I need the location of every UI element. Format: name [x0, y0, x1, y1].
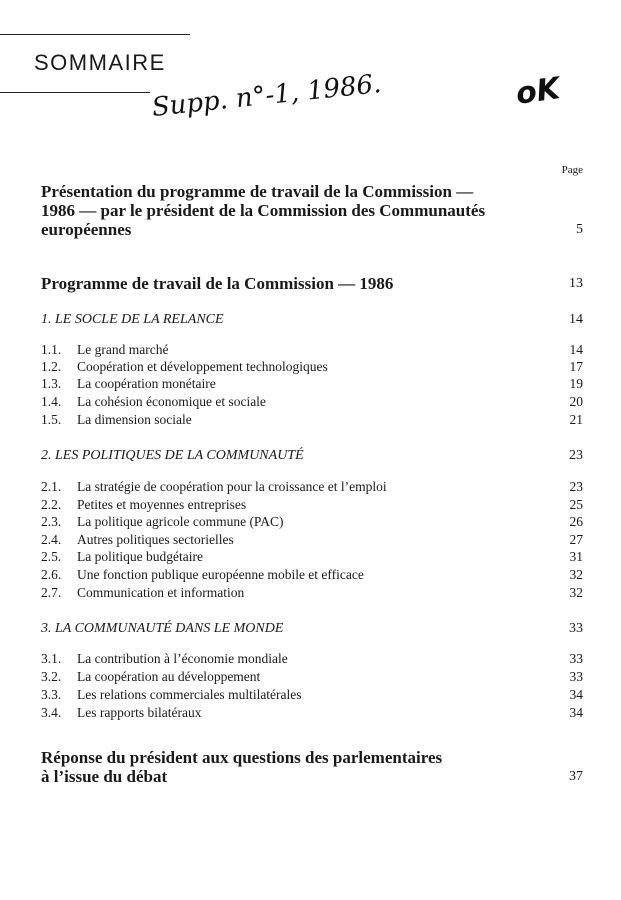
toc-item-page: 27	[569, 532, 583, 547]
top-rule	[0, 34, 190, 35]
toc-entry-title-line2: à l’issue du débat	[41, 767, 168, 786]
toc-section-title: 1. LE SOCLE DE LA RELANCE	[41, 312, 224, 327]
toc-item-code: 3.4.	[41, 705, 62, 720]
toc-entry-closing	[41, 748, 583, 786]
toc-item-title: Petites et moyennes entreprises	[77, 497, 247, 512]
toc-entry-page: 37	[569, 769, 583, 784]
toc-item-title: Coopération et développement technologiques	[77, 359, 328, 374]
toc-item-code: 1.2.	[41, 359, 62, 374]
toc-item-code: 2.5.	[41, 549, 62, 564]
toc-item	[41, 669, 583, 685]
toc-item-code: 2.3.	[41, 514, 62, 529]
toc-item-page: 26	[569, 514, 583, 529]
toc-entry-page: 13	[569, 276, 583, 291]
toc-item-page: 23	[569, 479, 583, 494]
toc-item-page: 19	[569, 376, 583, 391]
toc-item-code: 1.4.	[41, 394, 62, 409]
page-column-label: Page	[561, 164, 583, 176]
toc-item-page: 34	[569, 705, 583, 720]
toc-item-page: 14	[569, 342, 583, 357]
toc-entry-intro	[41, 182, 583, 239]
toc-entry-title: Programme de travail de la Commission — 1986	[41, 274, 394, 293]
toc-item-title: La dimension sociale	[77, 412, 192, 427]
toc-item	[41, 342, 583, 358]
toc-section-title: 2. LES POLITIQUES DE LA COMMUNAUTÉ	[41, 448, 304, 463]
toc-item	[41, 359, 583, 375]
toc-section-page: 33	[569, 621, 583, 636]
toc-item	[41, 394, 583, 410]
toc-item-title: La coopération au développement	[77, 669, 261, 684]
toc-item	[41, 687, 583, 703]
toc-item-page: 17	[569, 359, 583, 374]
toc-item-code: 2.4.	[41, 532, 62, 547]
toc-item-code: 1.3.	[41, 376, 62, 391]
toc-item-title: Autres politiques sectorielles	[77, 532, 234, 547]
toc-item-code: 1.5.	[41, 412, 62, 427]
toc-section-page: 14	[569, 312, 583, 327]
handwritten-note: Supp. n°-1, 1986.	[150, 68, 383, 123]
toc-item-page: 31	[569, 549, 583, 564]
toc-item	[41, 412, 583, 428]
toc-item-title: La politique budgétaire	[77, 549, 203, 564]
toc-entry-page: 5	[576, 222, 583, 237]
toc-item	[41, 651, 583, 667]
toc-section-title: 3. LA COMMUNAUTÉ DANS LE MONDE	[41, 621, 284, 636]
toc-item-code: 2.6.	[41, 567, 62, 582]
toc-item	[41, 705, 583, 721]
toc-item-title: Communication et information	[77, 585, 245, 600]
toc-item-page: 33	[569, 651, 583, 666]
toc-entry-title	[41, 748, 442, 786]
toc-item-page: 33	[569, 669, 583, 684]
toc-item	[41, 585, 583, 601]
toc-item-page: 34	[569, 687, 583, 702]
toc-entry-programme	[41, 274, 583, 293]
toc-item	[41, 514, 583, 530]
toc-item-title: La stratégie de coopération pour la croissance et l’emploi	[77, 479, 387, 494]
toc-item-title: Les rapports bilatéraux	[77, 705, 202, 720]
toc-item-title: La politique agricole commune (PAC)	[77, 514, 284, 529]
toc-item-code: 2.2.	[41, 497, 62, 512]
toc-item-title: Les relations commerciales multilatérales	[77, 687, 302, 702]
toc-item	[41, 376, 583, 392]
page-title: SOMMAIRE	[34, 50, 166, 75]
toc-item-title: La coopération monétaire	[77, 376, 216, 391]
toc-section-1	[41, 312, 583, 328]
toc-item	[41, 549, 583, 565]
toc-item-title: Le grand marché	[77, 342, 169, 357]
toc-item-page: 20	[569, 394, 583, 409]
toc-item-code: 2.7.	[41, 585, 62, 600]
toc-item-title: La contribution à l’économie mondiale	[77, 651, 288, 666]
toc-item-page: 32	[569, 567, 583, 582]
toc-item-page: 32	[569, 585, 583, 600]
toc-item-code: 3.1.	[41, 651, 62, 666]
toc-item-code: 1.1.	[41, 342, 62, 357]
title-rule	[0, 92, 150, 93]
toc-entry-title: Présentation du programme de travail de la Commission — 1986 — par le président de la Commission des Communautés européennes	[41, 182, 486, 239]
toc-item-code: 3.3.	[41, 687, 62, 702]
toc-item-code: 2.1.	[41, 479, 62, 494]
toc-item-page: 21	[569, 412, 583, 427]
toc-item-title: Une fonction publique européenne mobile et efficace	[77, 567, 364, 582]
toc-item-title: La cohésion économique et sociale	[77, 394, 266, 409]
toc-entry-title-line1: Réponse du président aux questions des parlementaires	[41, 748, 443, 767]
toc-item-page: 25	[569, 497, 583, 512]
toc-section-3	[41, 621, 583, 637]
handwritten-ok-mark: oK	[513, 71, 563, 112]
toc-item-code: 3.2.	[41, 669, 62, 684]
toc-item	[41, 532, 583, 548]
toc-section-2	[41, 448, 583, 464]
toc-item	[41, 497, 583, 513]
toc-item	[41, 479, 583, 495]
toc-section-page: 23	[569, 448, 583, 463]
toc-item	[41, 567, 583, 583]
